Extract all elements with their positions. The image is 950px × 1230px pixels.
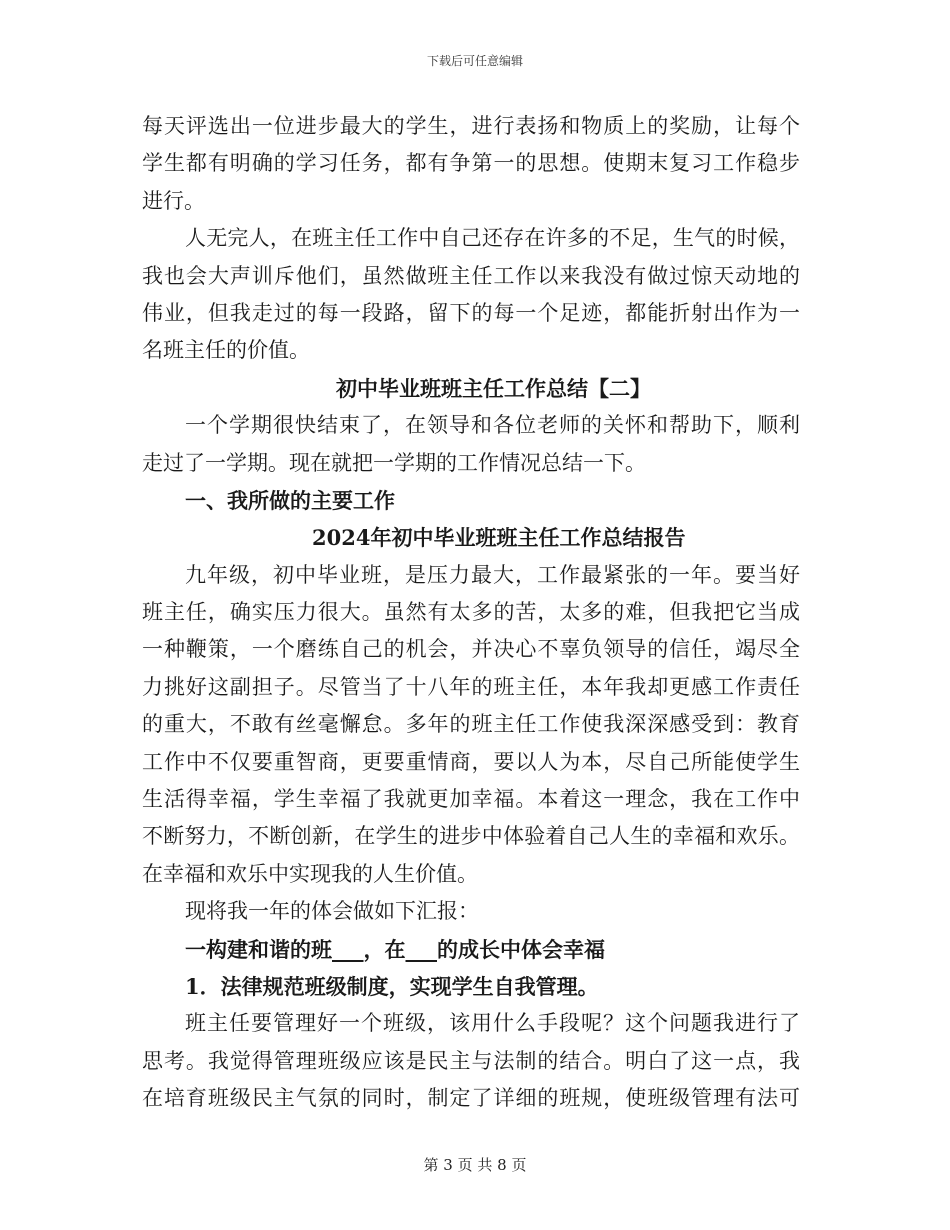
body-line: 生活得幸福，学生幸福了我就更加幸福。本着这一理念，我在工作中 <box>142 787 800 812</box>
body-line: 每天评选出一位进步最大的学生，进行表扬和物质上的奖励，让每个 <box>142 114 800 138</box>
body-line: 在培育班级民主气氛的同时，制定了详细的班规，使班级管理有法可 <box>142 1086 800 1111</box>
heading-main-work: 一、我所做的主要工作 <box>185 487 395 513</box>
body-line: 工作中不仅要重智商，更要重情商，要以人为本，尽自己所能使学生 <box>142 749 800 774</box>
paragraph-first-line: 班主任要管理好一个班级，该用什么手段呢？这个问题我进行了 <box>185 1011 800 1036</box>
heading-class-rules: 1．法律规范班级制度，实现学生自我管理。 <box>185 973 599 999</box>
document-body <box>142 108 800 1118</box>
body-line: 伟业，但我走过的每一段路，留下的每一个足迹，都能折射出作为一 <box>142 300 800 325</box>
body-line: 班主任，确实压力很大。虽然有太多的苦，太多的难，但我把它当成 <box>142 600 800 625</box>
body-line: 进行。 <box>142 188 205 213</box>
paragraph-first-line: 一个学期很快结束了，在领导和各位老师的关怀和帮助下，顺利 <box>185 413 800 438</box>
body-line: 走过了一学期。现在就把一学期的工作情况总结一下。 <box>142 450 646 475</box>
body-line: 在幸福和欢乐中实现我的人生价值。 <box>142 861 478 886</box>
body-line: 一种鞭策，一个磨练自己的机会，并决心不辜负领导的信任，竭尽全 <box>142 637 800 662</box>
paragraph-first-line: 现将我一年的体会做如下汇报： <box>185 899 479 924</box>
heading-harmonious-class: 一构建和谐的班___，在___的成长中体会幸福 <box>185 936 605 962</box>
page-number: 第 3 页 共 8 页 <box>423 1156 527 1174</box>
body-line: 思考。我觉得管理班级应该是民主与法制的结合。明白了这一点，我 <box>142 1048 800 1073</box>
page-header: 下载后可任意编辑 <box>426 54 523 68</box>
body-line: 力挑好这副担子。尽管当了十八年的班主任，本年我却更感工作责任 <box>142 674 800 699</box>
body-line: 学生都有明确的学习任务，都有争第一的思想。使期末复习工作稳步 <box>142 151 800 176</box>
section-title: 初中毕业班班主任工作总结【二】 <box>336 375 651 401</box>
body-line: 名班主任的价值。 <box>142 338 310 363</box>
report-title: 2024年初中毕业班班主任工作总结报告 <box>312 525 686 551</box>
body-line: 的重大，不敢有丝毫懈怠。多年的班主任工作使我深深感受到：教育 <box>142 712 800 737</box>
body-line: 不断努力，不断创新，在学生的进步中体验着自己人生的幸福和欢乐。 <box>142 824 800 849</box>
paragraph-first-line: 九年级，初中毕业班，是压力最大，工作最紧张的一年。要当好 <box>185 562 800 587</box>
body-line: 我也会大声训斥他们，虽然做班主任工作以来我没有做过惊天动地的 <box>142 263 800 288</box>
paragraph-first-line: 人无完人，在班主任工作中自己还存在许多的不足，生气的时候， <box>185 226 800 251</box>
